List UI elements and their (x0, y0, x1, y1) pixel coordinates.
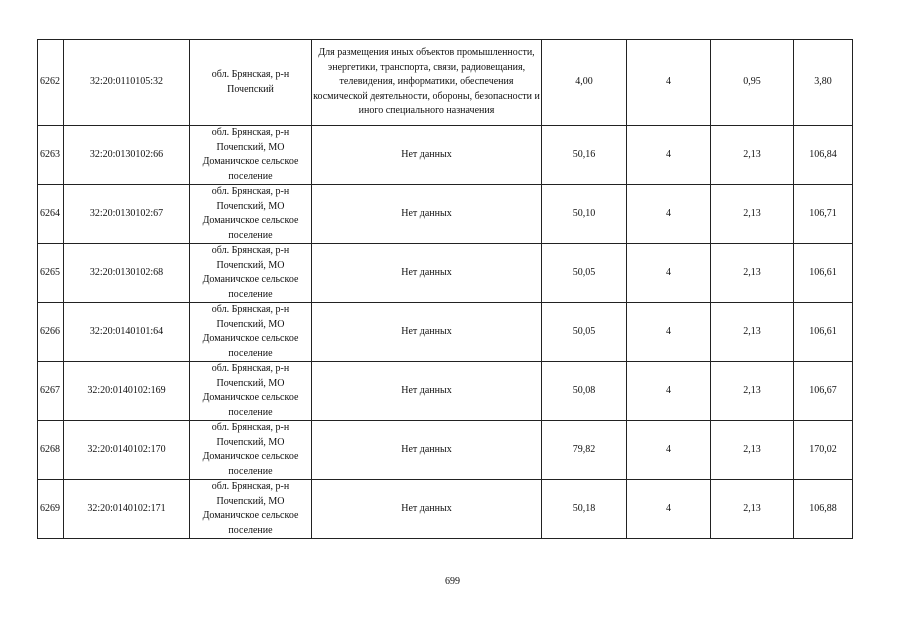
table-row (38, 185, 853, 244)
rate-cell: 2,13 (711, 126, 794, 185)
cadastral-number-cell: 32:20:0110105:32 (64, 40, 190, 126)
rate-cell: 2,13 (711, 303, 794, 362)
land-plots-table (37, 39, 853, 539)
table-row (38, 303, 853, 362)
cadastral-number-cell: 32:20:0140102:169 (64, 362, 190, 421)
rate-cell: 2,13 (711, 185, 794, 244)
table-row (38, 126, 853, 185)
permitted-use-cell: Нет данных (312, 480, 542, 539)
table-row (38, 480, 853, 539)
rate-cell: 2,13 (711, 480, 794, 539)
value-cell: 170,02 (794, 421, 853, 480)
value-cell: 3,80 (794, 40, 853, 126)
group-cell: 4 (627, 362, 711, 421)
group-cell: 4 (627, 185, 711, 244)
value-cell: 106,88 (794, 480, 853, 539)
table-row (38, 421, 853, 480)
cadastral-number-cell: 32:20:0130102:66 (64, 126, 190, 185)
rate-cell: 2,13 (711, 421, 794, 480)
address-cell: обл. Брянская, р-н Почепский, МО Доманичское сельское поселение (190, 126, 312, 185)
permitted-use-cell: Нет данных (312, 362, 542, 421)
table-body (38, 40, 853, 539)
area-cell: 50,05 (542, 244, 627, 303)
group-cell: 4 (627, 40, 711, 126)
row-number-cell: 6268 (38, 421, 64, 480)
row-number-cell: 6266 (38, 303, 64, 362)
rate-cell: 2,13 (711, 362, 794, 421)
table-row (38, 244, 853, 303)
value-cell: 106,71 (794, 185, 853, 244)
permitted-use-cell: Нет данных (312, 244, 542, 303)
permitted-use-cell: Нет данных (312, 303, 542, 362)
address-cell: обл. Брянская, р-н Почепский, МО Доманичское сельское поселение (190, 480, 312, 539)
cadastral-number-cell: 32:20:0130102:67 (64, 185, 190, 244)
group-cell: 4 (627, 421, 711, 480)
cadastral-number-cell: 32:20:0140101:64 (64, 303, 190, 362)
row-number-cell: 6264 (38, 185, 64, 244)
table-row (38, 362, 853, 421)
address-cell: обл. Брянская, р-н Почепский, МО Доманичское сельское поселение (190, 244, 312, 303)
area-cell: 4,00 (542, 40, 627, 126)
address-cell: обл. Брянская, р-н Почепский, МО Доманичское сельское поселение (190, 303, 312, 362)
address-cell: обл. Брянская, р-н Почепский (190, 40, 312, 126)
area-cell: 50,18 (542, 480, 627, 539)
cadastral-number-cell: 32:20:0130102:68 (64, 244, 190, 303)
value-cell: 106,67 (794, 362, 853, 421)
group-cell: 4 (627, 126, 711, 185)
area-cell: 50,05 (542, 303, 627, 362)
group-cell: 4 (627, 480, 711, 539)
row-number-cell: 6263 (38, 126, 64, 185)
cadastral-number-cell: 32:20:0140102:170 (64, 421, 190, 480)
page-number: 699 (445, 576, 460, 587)
document-page (37, 39, 852, 539)
area-cell: 50,16 (542, 126, 627, 185)
value-cell: 106,61 (794, 303, 853, 362)
rate-cell: 2,13 (711, 244, 794, 303)
row-number-cell: 6267 (38, 362, 64, 421)
row-number-cell: 6265 (38, 244, 64, 303)
cadastral-number-cell: 32:20:0140102:171 (64, 480, 190, 539)
row-number-cell: 6269 (38, 480, 64, 539)
area-cell: 50,08 (542, 362, 627, 421)
permitted-use-cell: Нет данных (312, 421, 542, 480)
row-number-cell: 6262 (38, 40, 64, 126)
rate-cell: 0,95 (711, 40, 794, 126)
table-row (38, 40, 853, 126)
area-cell: 79,82 (542, 421, 627, 480)
value-cell: 106,61 (794, 244, 853, 303)
group-cell: 4 (627, 303, 711, 362)
address-cell: обл. Брянская, р-н Почепский, МО Доманичское сельское поселение (190, 421, 312, 480)
address-cell: обл. Брянская, р-н Почепский, МО Доманичское сельское поселение (190, 362, 312, 421)
value-cell: 106,84 (794, 126, 853, 185)
permitted-use-cell: Для размещения иных объектов промышленности, энергетики, транспорта, связи, радиовещания, телевидения, информатики, обеспечения космической деятельности, обороны, безопасности и иного специального назначения (312, 40, 542, 126)
permitted-use-cell: Нет данных (312, 126, 542, 185)
permitted-use-cell: Нет данных (312, 185, 542, 244)
address-cell: обл. Брянская, р-н Почепский, МО Доманичское сельское поселение (190, 185, 312, 244)
group-cell: 4 (627, 244, 711, 303)
area-cell: 50,10 (542, 185, 627, 244)
